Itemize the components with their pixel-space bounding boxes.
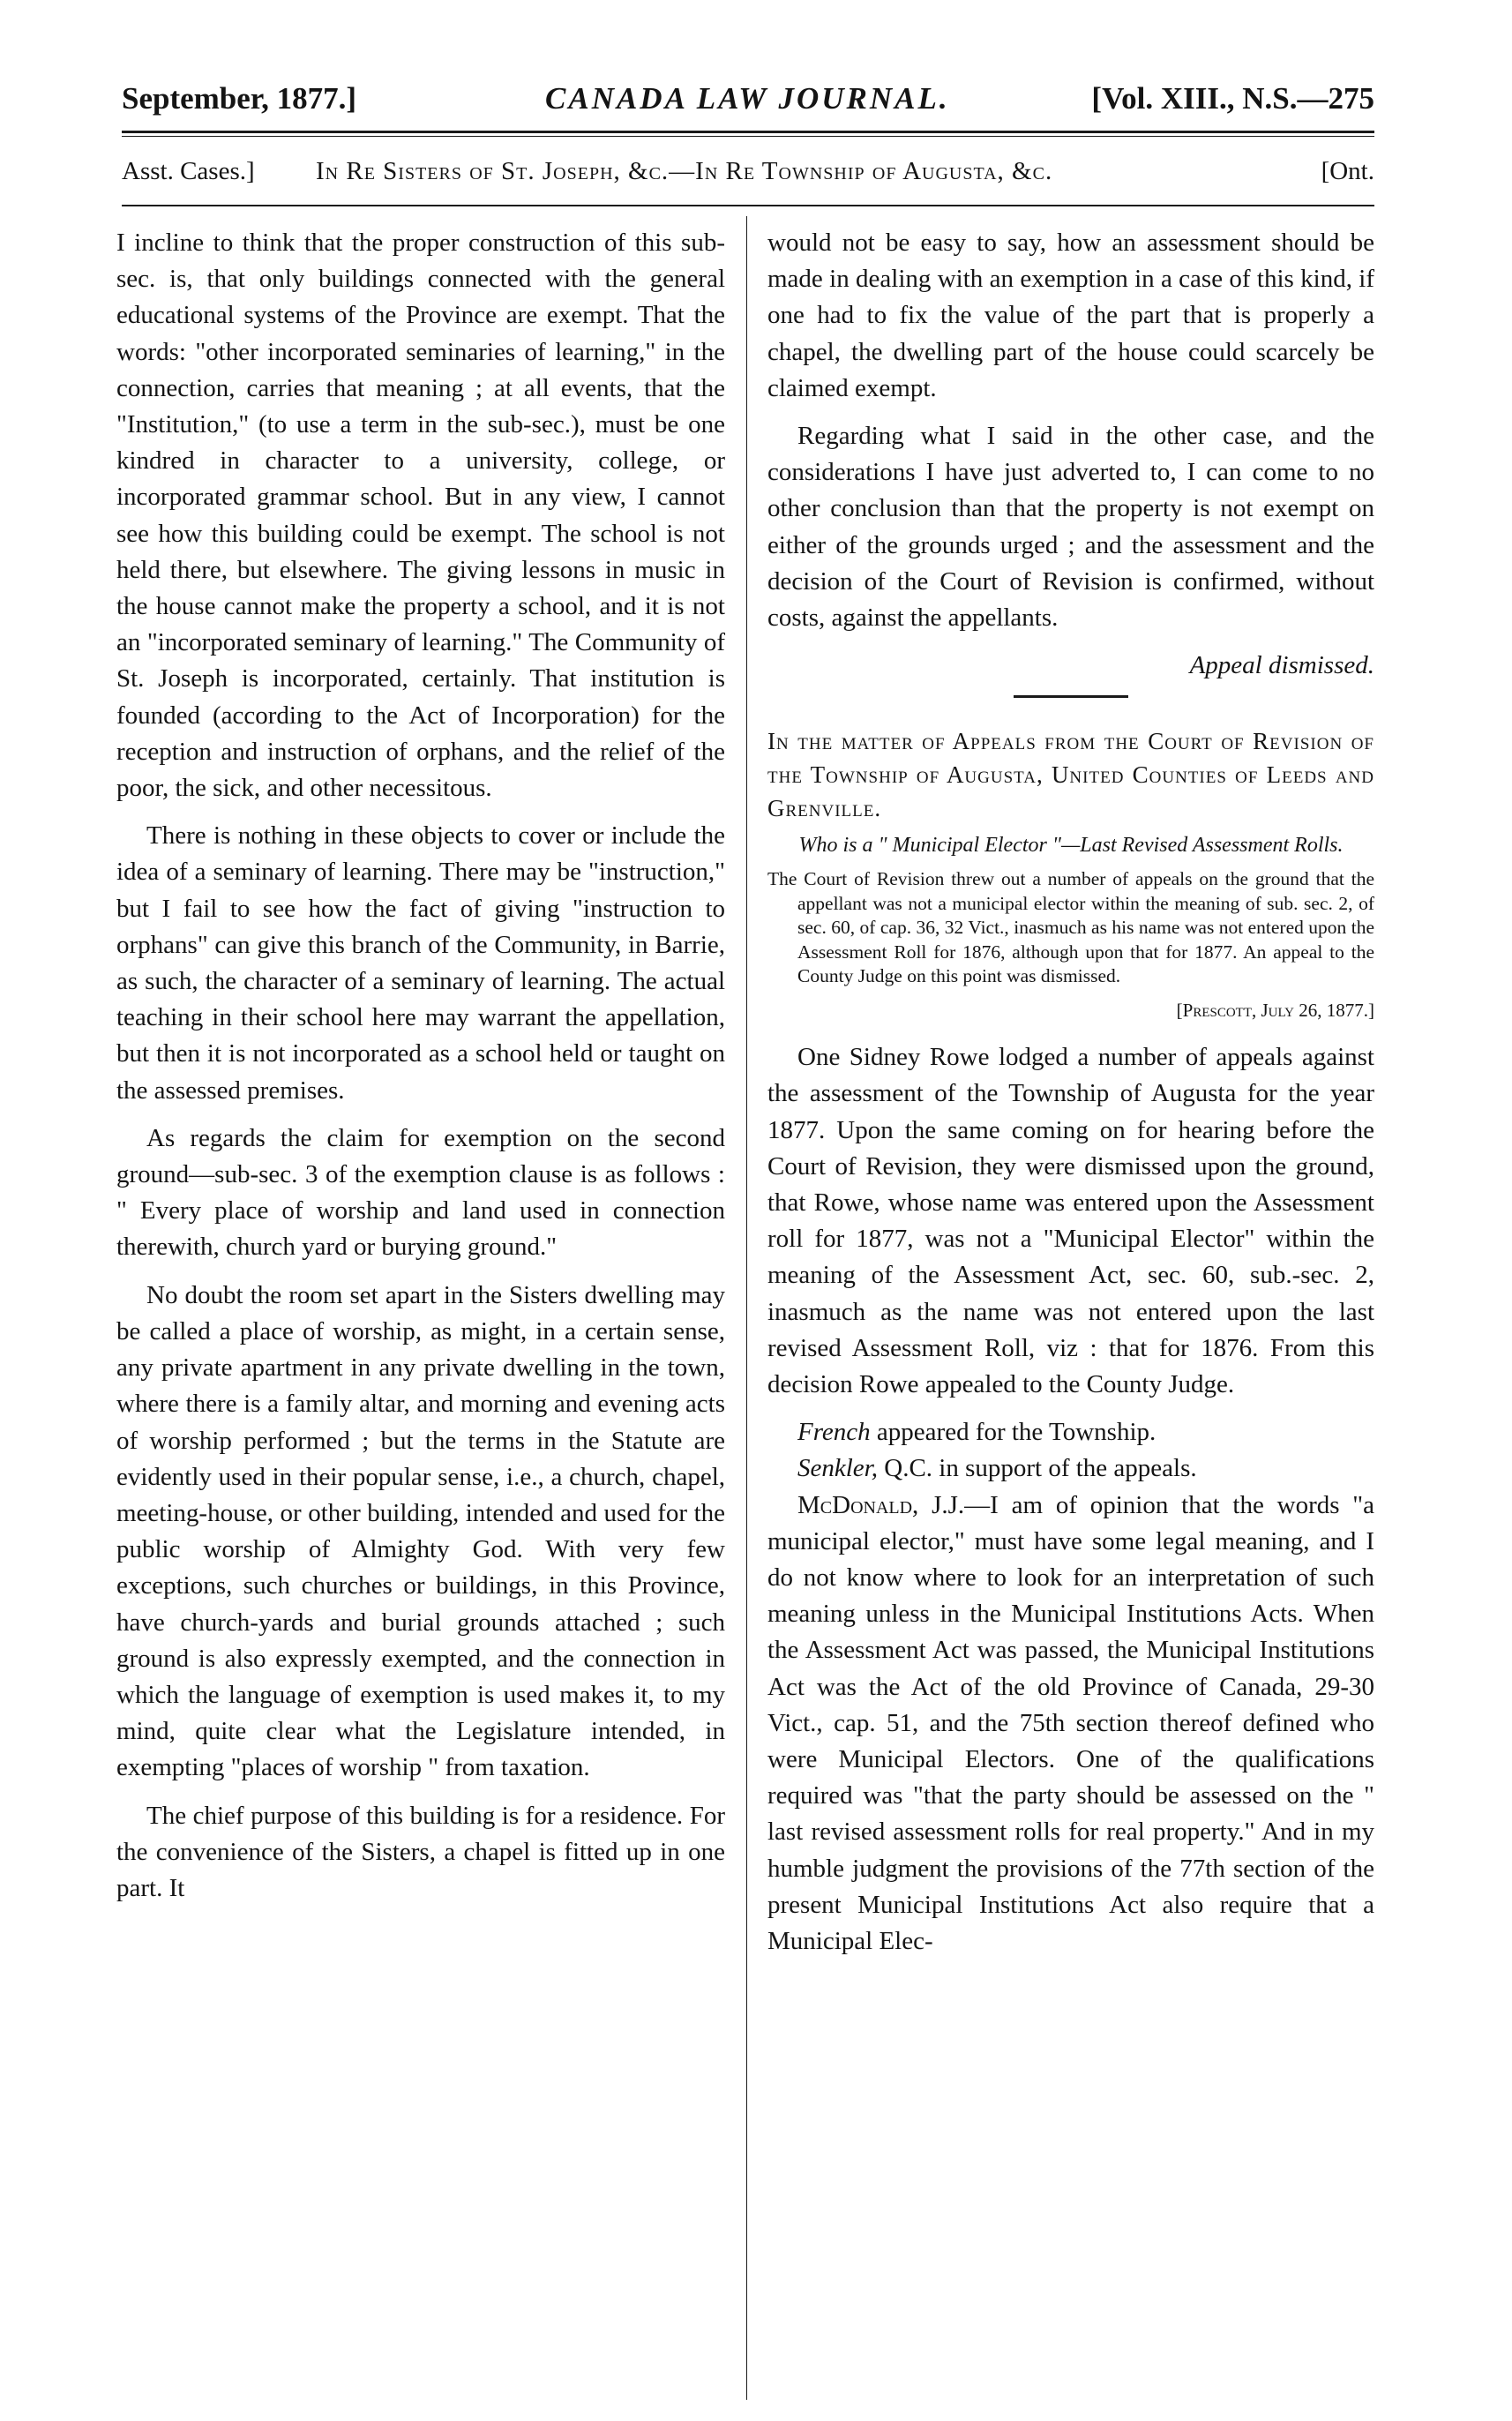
case-header-rule — [122, 205, 1374, 206]
paragraph: would not be easy to say, how an assessment should be made in dealing with an exemption in a case of this kind, if one had to fix the value of the part that is properly a chapel, the dwelling part of the house could scarcely be claimed exempt. — [767, 229, 1374, 402]
header-rule-bottom — [122, 136, 1374, 137]
case-titles: In Re Sisters of St. Joseph, &c.—In Re Township of Augusta, &c. — [316, 157, 1053, 185]
judgment-paragraph — [767, 1488, 1374, 1960]
paragraph: As regards the claim for exemption on the second ground—sub-sec. 3 of the exemption clause is as follows : " Every place of worship and land used in connection therewith, church yard or burying ground." — [116, 1123, 725, 1262]
judgment-result: Appeal dismissed. — [1189, 651, 1374, 680]
case-header — [122, 157, 1374, 198]
paragraph: I incline to think that the proper construction of this sub-sec. is, that only buildings connected with the general educational systems of the Province are exempt. That the words: "other incorporated seminaries of learning," in the connection, carries that meaning ; at all events, that the "Institution," (to use a term in the sub-sec.), must be one kindred in character to a university, college, or incorporated grammar school. But in any view, I cannot see how this building could be exempt. The school is not held there, but elsewhere. The giving lessons in music in the house cannot make the property a school, and it is not an "incorporated seminary of learning." The Community of St. Joseph is incorporated, certainly. That institution is founded (according to the Act of Incorporation) for the reception and instruction of orphans, and the relief of the poor, the sick, and other necessitous. — [116, 229, 725, 803]
volume-page-number: [Vol. XIII., N.S.—275 — [1091, 81, 1374, 116]
counsel-name: French — [797, 1418, 871, 1447]
counsel-role: appeared for the Township. — [870, 1418, 1156, 1447]
case-section-label: Asst. Cases.] — [122, 157, 255, 185]
paragraph: No doubt the room set apart in the Sisters dwelling may be called a place of worship, as might, in a certain sense, any private apartment in any private dwelling in the town, where there is a family altar, and morning and evening acts of worship performed ; but the terms in the Statute are evidently used in their popular sense, i.e., a church, chapel, meeting-house, or other building, intended and used for the public worship of Almighty God. With very few exceptions, such churches or buildings, in this Province, have church-yards and burial grounds attached ; such ground is also expressly exempted, and the connection in which the language of exemption is used makes it, to my mind, quite clear what the Legislature intended, in exempting "places of worship " from taxation. — [116, 1280, 725, 1782]
running-header — [122, 81, 1374, 125]
court-citation: [Prescott, July 26, 1877.] — [1176, 999, 1374, 1021]
header-rule-top — [122, 131, 1374, 133]
counsel-role: Q.C. in support of the appeals. — [878, 1454, 1197, 1483]
judgment-text: —I am of opinion that the words "a municipal elector," must have some legal meaning, and I do not know where to look for an interpretation of such meaning unless in the Municipal Institutions Acts. When the Assessment Act was passed, the Municipal Institutions Act was the Act of the old Province of Canada, 29-30 Vict., cap. 51, and the 75th section thereof defined who were Municipal Electors. One of the qualifications required was "that the party should be assessed on the " last revised assessment rolls for real property." And in my humble judgment the provisions of the 77th section of the present Municipal Institutions Act also require that a Municipal Elec- — [767, 1490, 1374, 1956]
case-jurisdiction: [Ont. — [1321, 157, 1374, 185]
left-column — [116, 225, 725, 1918]
paragraph: There is nothing in these objects to cover or include the idea of a seminary of learning. There may be "instruction," but I fail to see how the fact of giving "instruction to orphans" can give this branch of the Community, in Barrie, as such, the character of a seminary of learning. The actual teaching in their school here may warrant the appellation, but then it is not incorporated as a school held or taught on the assessed premises. — [116, 821, 725, 1105]
headnote-title: Who is a " Municipal Elector "—Last Revised Assessment Rolls. — [798, 834, 1344, 858]
journal-title: CANADA LAW JOURNAL. — [545, 81, 950, 116]
headnote: The Court of Revision threw out a number of appeals on the ground that the appellant was not a municipal elector within the meaning of sub. sec. 2, of sec. 60, of cap. 36, 32 Vict., inasmuch as his name was not entered upon the Assessment Roll for 1876, although upon that for 1877. An appeal to the County Judge on this point was dismissed. — [767, 868, 1374, 987]
judge-name: McDonald, J.J. — [797, 1490, 965, 1519]
paragraph: The chief purpose of this building is for a residence. For the convenience of the Sisters, a chapel is fitted up in one part. It — [116, 1801, 725, 1902]
paragraph: Regarding what I said in the other case, and the considerations I have just adverted to, I can come to no other conclusion than that the property is not exempt on either of the grounds urged ; and the assessment and the decision of the Court of Revision is confirmed, without costs, against the appellants. — [767, 422, 1374, 633]
right-column — [767, 225, 1374, 1971]
paragraph: One Sidney Rowe lodged a number of appeals against the assessment of the Township of Augusta for the year 1877. Upon the same coming on for hearing before the Court of Revision, they were dismissed upon the ground, that Rowe, whose name was entered upon the Assessment roll for 1877, was not a "Municipal Elector" within the meaning of the Assessment Act, sec. 60, sub.-sec. 2, inasmuch as the name was not entered upon the last revised Assessment Roll, viz : that for 1876. From this decision Rowe appealed to the County Judge. — [767, 1043, 1374, 1398]
issue-date: September, 1877.] — [122, 81, 357, 116]
section-separator — [1014, 695, 1128, 698]
column-divider — [746, 216, 747, 2400]
counsel-line — [767, 1414, 1374, 1450]
counsel-name: Senkler, — [797, 1454, 878, 1483]
counsel-line — [767, 1450, 1374, 1487]
case-title: In the matter of Appeals from the Court of Revision of the Township of Augusta, United Counties of Leeds and Grenville. — [767, 728, 1374, 822]
